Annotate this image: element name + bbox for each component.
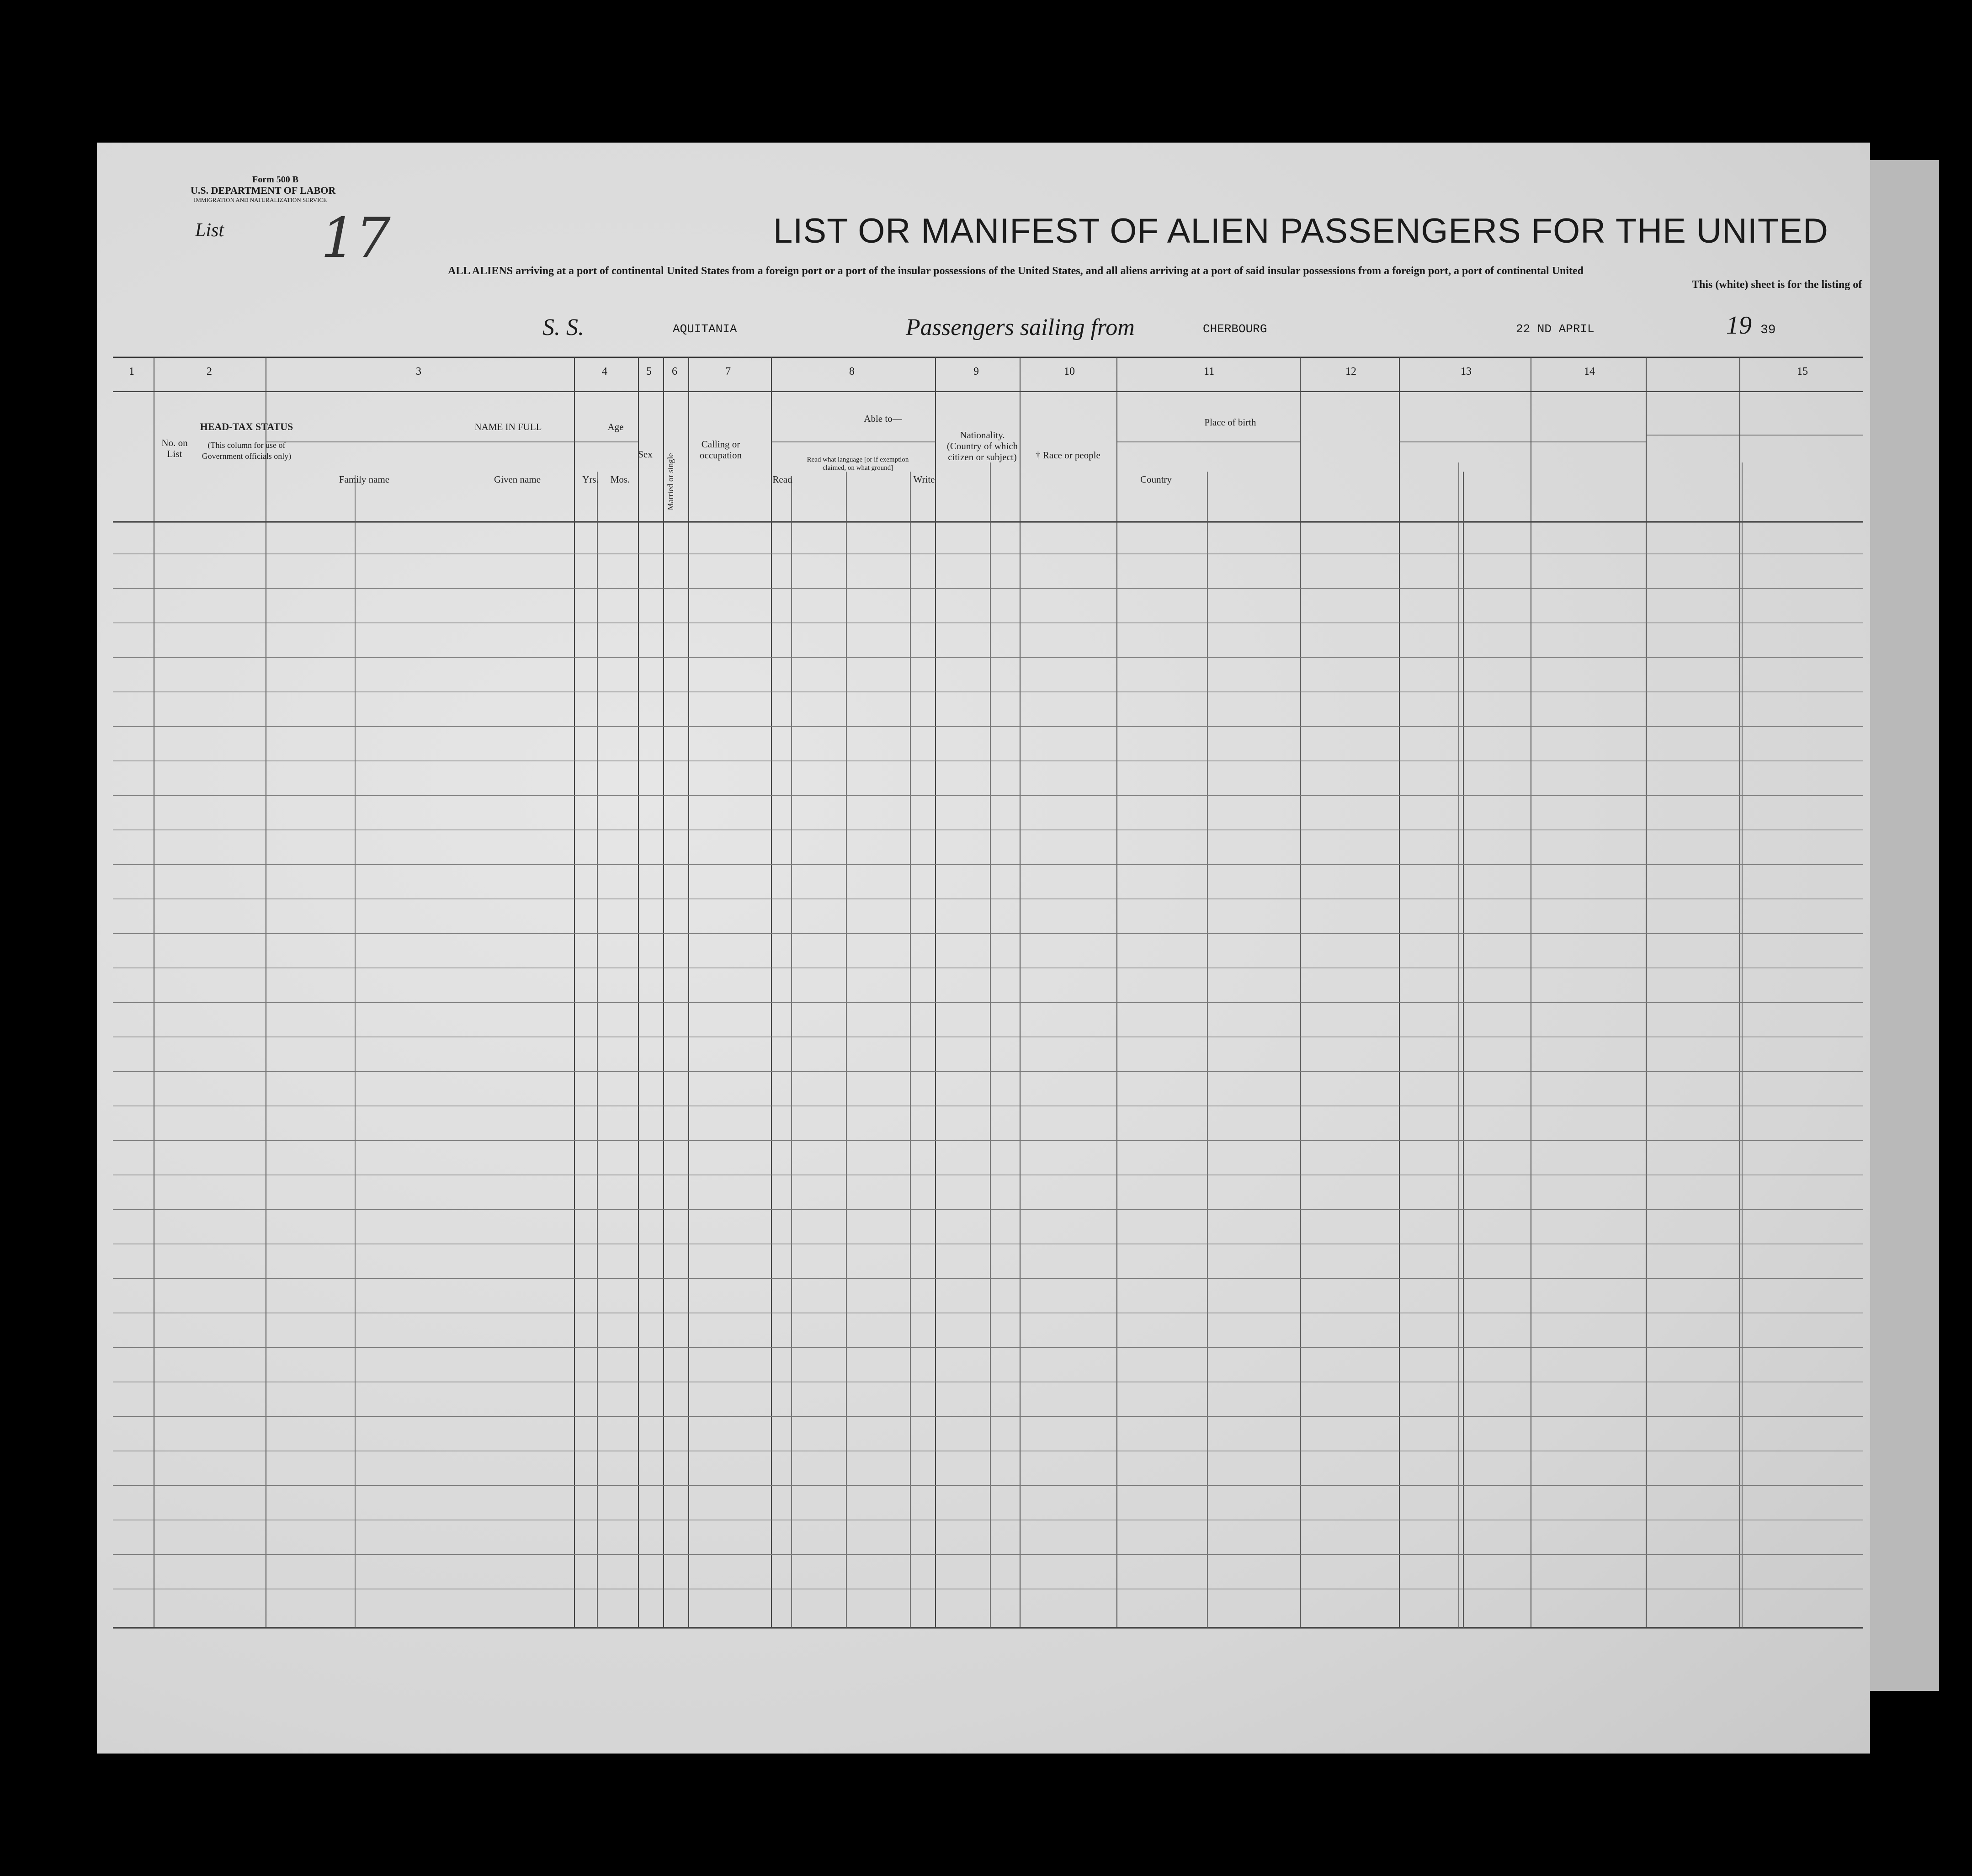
header-married: Married or single <box>666 453 675 510</box>
column-number-13: 13 <box>1461 366 1472 377</box>
sailing-date: 22 ND APRIL <box>1516 322 1595 336</box>
manifest-page <box>97 143 1870 1754</box>
sailing-label: Passengers sailing from <box>906 314 1135 340</box>
column-number-11: 11 <box>1204 366 1215 377</box>
header-head-tax-note: (This column for use of Government officials only) <box>202 441 292 461</box>
header-race: † Race or people <box>1036 450 1100 461</box>
header-able-to: Able to— <box>864 413 902 424</box>
ship-name: AQUITANIA <box>673 322 737 336</box>
list-label: List <box>195 220 224 241</box>
year-suffix: 39 <box>1760 323 1776 337</box>
column-number-6: 6 <box>672 366 677 377</box>
column-number-12: 12 <box>1345 366 1356 377</box>
header-yrs: Yrs. <box>582 474 599 485</box>
header-head-tax: HEAD-TAX STATUS <box>200 421 293 432</box>
header-family-name: Family name <box>339 474 390 485</box>
column-number-1: 1 <box>129 366 134 377</box>
subtitle-line2: This (white) sheet is for the listing of <box>1692 279 1862 291</box>
ss-label: S. S. <box>542 314 584 340</box>
department-label: U.S. DEPARTMENT OF LABOR <box>191 185 336 196</box>
subtitle-line1: ALL ALIENS arriving at a port of continental United States from a foreign port or a port of the insular possessions of the United States, and all aliens arriving at a port of said insular possessions from a foreign port, a port of continental United <box>448 265 1584 277</box>
year-prefix: 19 <box>1726 311 1752 340</box>
header-given-name: Given name <box>494 474 541 485</box>
header-name-in-full: NAME IN FULL <box>474 421 542 432</box>
header-sex: Sex <box>638 449 653 460</box>
column-number-2: 2 <box>207 366 212 377</box>
column-number-3: 3 <box>416 366 421 377</box>
header-place-of-birth: Place of birth <box>1204 417 1256 428</box>
header-no-on-list: No. on List <box>161 437 188 459</box>
column-number-7: 7 <box>725 366 731 377</box>
column-number-8: 8 <box>849 366 855 377</box>
header-mos: Mos. <box>610 474 630 485</box>
column-number-15: 15 <box>1797 366 1808 377</box>
header-age: Age <box>607 421 624 432</box>
column-number-10: 10 <box>1064 366 1075 377</box>
header-birth-country: Country <box>1140 474 1172 485</box>
column-number-9: 9 <box>973 366 979 377</box>
form-number: Form 500 B <box>252 175 299 185</box>
page-title: LIST OR MANIFEST OF ALIEN PASSENGERS FOR THE UNITED <box>773 212 1828 250</box>
header-read-language: Read what language [or if exemption claimed, on what ground] <box>807 456 909 472</box>
table-grid <box>97 143 1870 1754</box>
column-number-14: 14 <box>1584 366 1595 377</box>
header-read: Read <box>772 474 792 485</box>
service-label: IMMIGRATION AND NATURALIZATION SERVICE <box>194 197 327 203</box>
column-number-4: 4 <box>602 366 607 377</box>
list-number: 17 <box>321 207 391 270</box>
column-number-5: 5 <box>646 366 652 377</box>
header-calling: Calling or occupation <box>699 439 742 461</box>
header-write: Write <box>913 474 935 485</box>
port-name: CHERBOURG <box>1203 322 1267 336</box>
header-nationality: Nationality. (Country of which citizen or subject) <box>946 430 1018 462</box>
